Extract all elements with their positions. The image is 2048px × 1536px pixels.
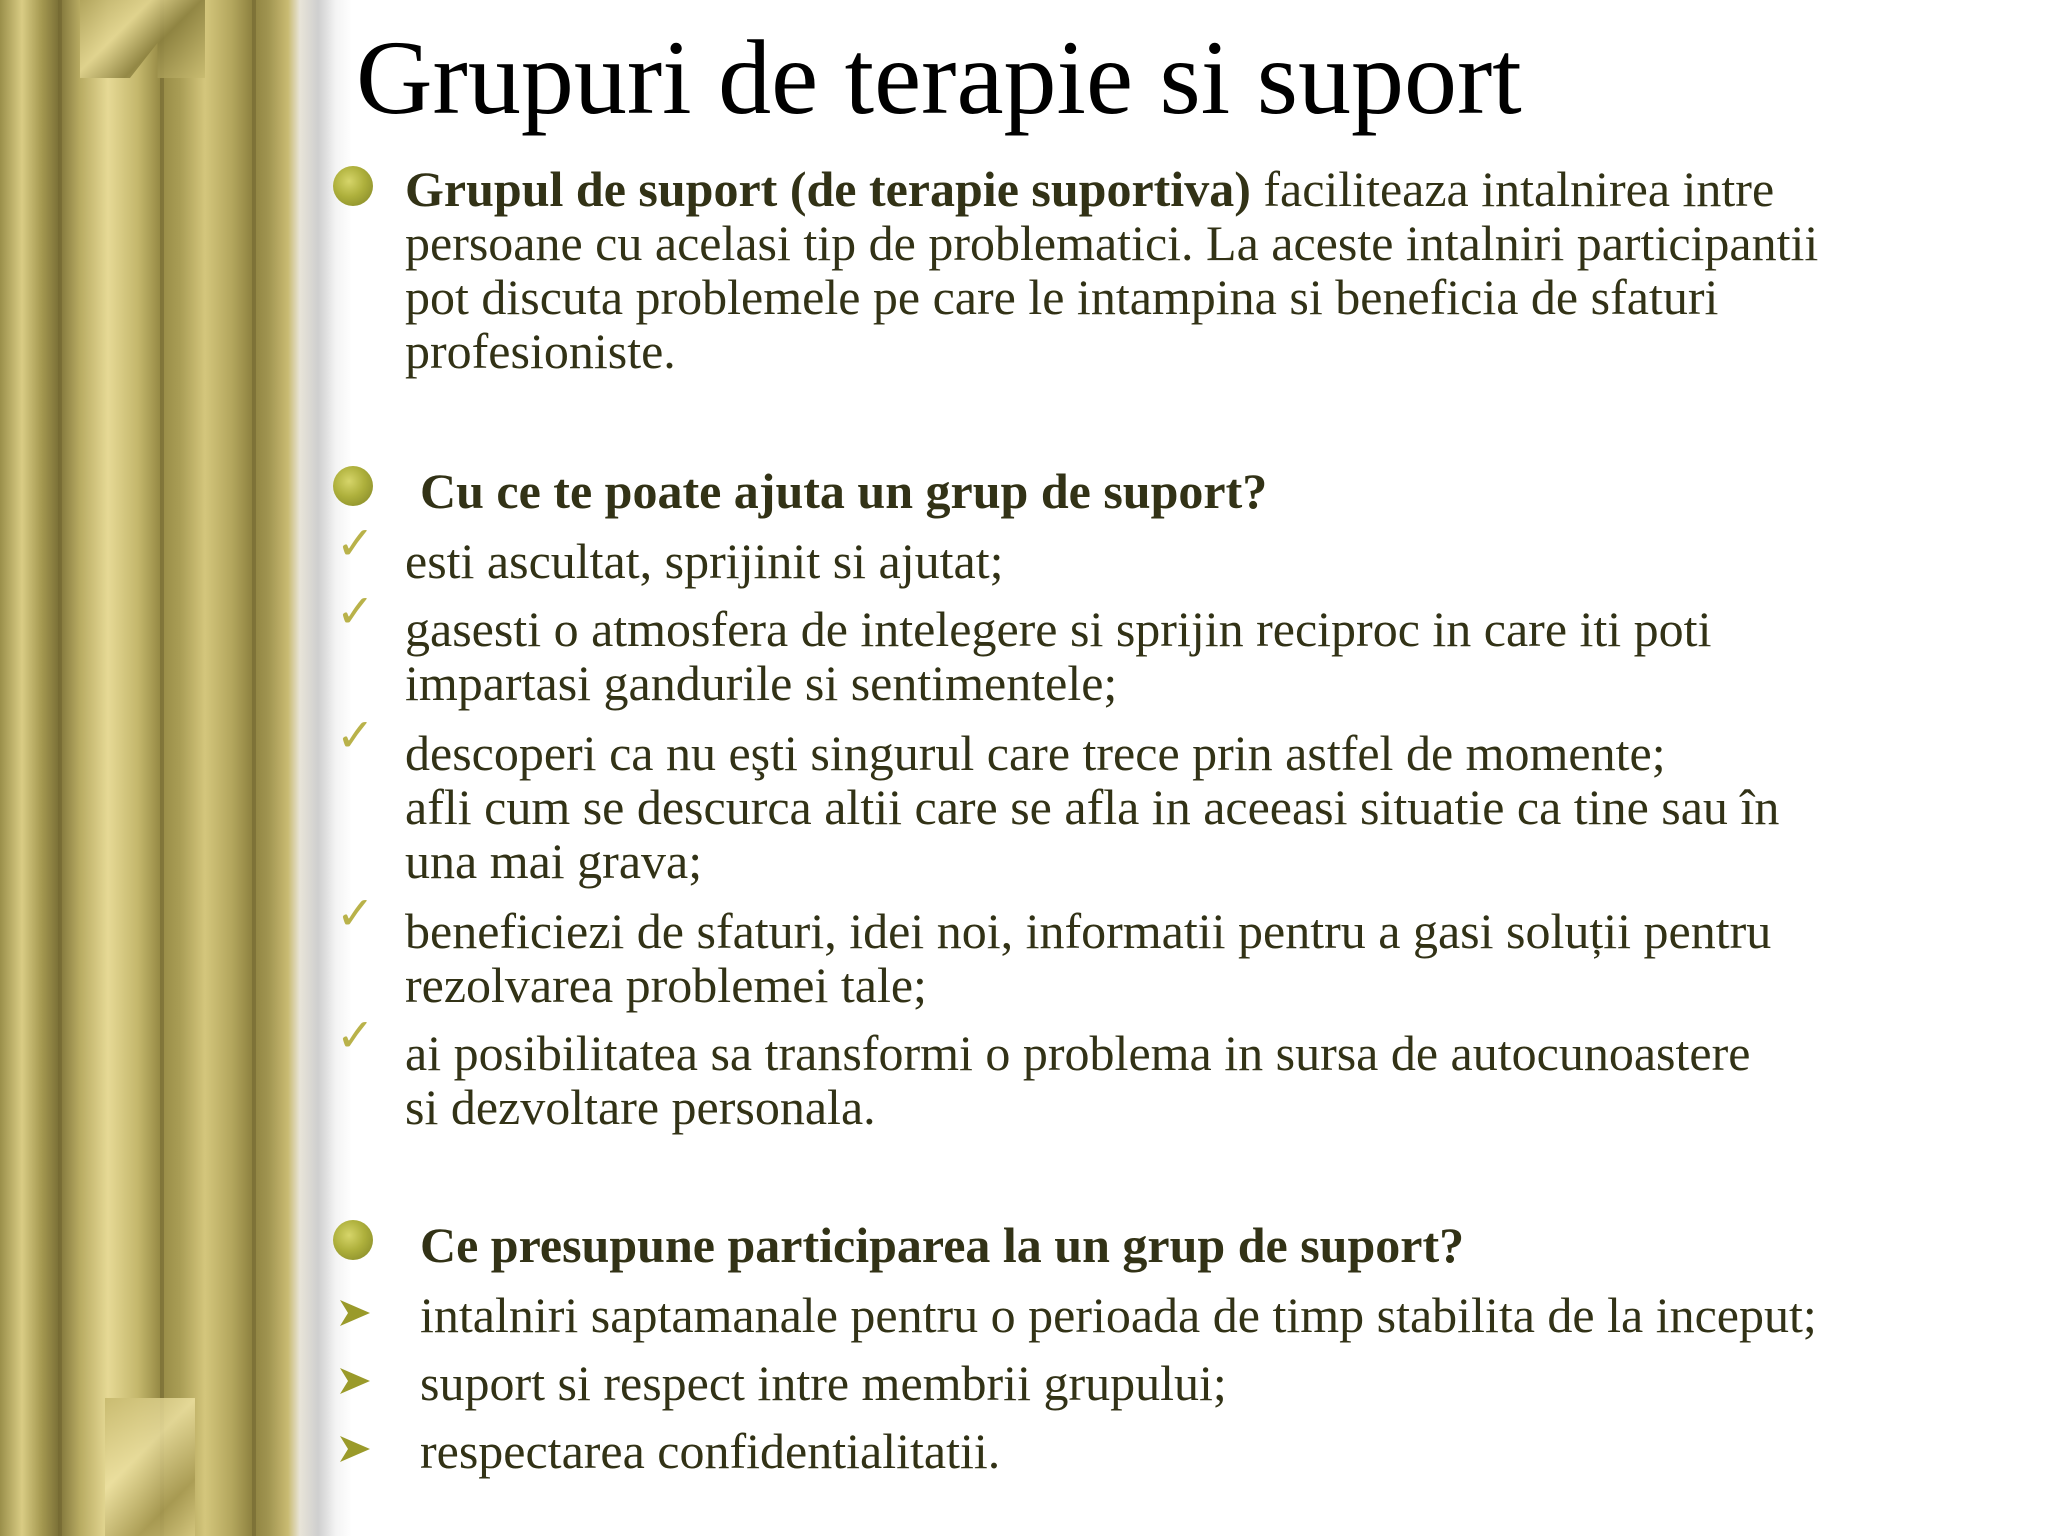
section3-item: respectarea confidentialitatii.: [420, 1423, 1001, 1479]
section1-lead-rest: faciliteaza intalnirea intre: [1250, 161, 1775, 217]
section1-line: pot discuta problemele pe care le intampina si beneficia de sfaturi: [405, 269, 1719, 325]
section3-item: intalniri saptamanale pentru o perioada de timp stabilita de la inceput;: [420, 1287, 1817, 1343]
checkmark-icon: ✓: [336, 886, 375, 940]
section2-item: gasesti o atmosfera de intelegere si sprijin reciproc in care iti poti: [405, 601, 1712, 657]
curtain-fold: [58, 0, 62, 1536]
section1-line: profesioniste.: [405, 323, 676, 379]
arrowhead-icon: [338, 1364, 372, 1398]
section2-item-cont: afli cum se descurca altii care se afla in aceeasi situatie ca tine sau în: [405, 779, 1780, 835]
section3-heading: Ce presupune participarea la un grup de suport?: [420, 1217, 1465, 1273]
olive-dot-icon: [333, 1220, 373, 1260]
section2-item-cont: impartasi gandurile si sentimentele;: [405, 655, 1118, 711]
checkmark-icon: ✓: [336, 1008, 375, 1062]
olive-dot-icon: [333, 166, 373, 206]
section2-item: beneficiezi de sfaturi, idei noi, informatii pentru a gasi soluții pentru: [405, 903, 1772, 959]
arrowhead-icon: [338, 1296, 372, 1330]
section1-lead: Grupul de suport (de terapie suportiva): [405, 161, 1251, 217]
decorative-bottom-shape: [105, 1398, 195, 1536]
arrowhead-icon: [338, 1432, 372, 1466]
section2-item: ai posibilitatea sa transformi o problema in sursa de autocunoastere: [405, 1025, 1751, 1081]
curtain-fold: [160, 0, 164, 1536]
section2-item-cont: una mai grava;: [405, 833, 703, 889]
checkmark-icon: ✓: [336, 708, 375, 762]
checkmark-icon: ✓: [336, 584, 375, 638]
section3-item: suport si respect intre membrii grupului;: [420, 1355, 1227, 1411]
curtain-fold: [252, 0, 256, 1536]
section2-item: esti ascultat, sprijinit si ajutat;: [405, 533, 1004, 589]
section1-line: [405, 162, 1774, 216]
section2-item-cont: rezolvarea problemei tale;: [405, 957, 927, 1013]
section2-item-cont: si dezvoltare personala.: [405, 1079, 876, 1135]
section2-heading: Cu ce te poate ajuta un grup de suport?: [420, 463, 1268, 519]
section1-line: persoane cu acelasi tip de problematici. La aceste intalniri participantii: [405, 215, 1819, 271]
slide-title: Grupuri de terapie si suport: [356, 19, 1522, 136]
decorative-curtain-panel: [0, 0, 352, 1536]
olive-dot-icon: [333, 466, 373, 506]
checkmark-icon: ✓: [336, 516, 375, 570]
section2-item: descoperi ca nu eşti singurul care trece prin astfel de momente;: [405, 725, 1666, 781]
